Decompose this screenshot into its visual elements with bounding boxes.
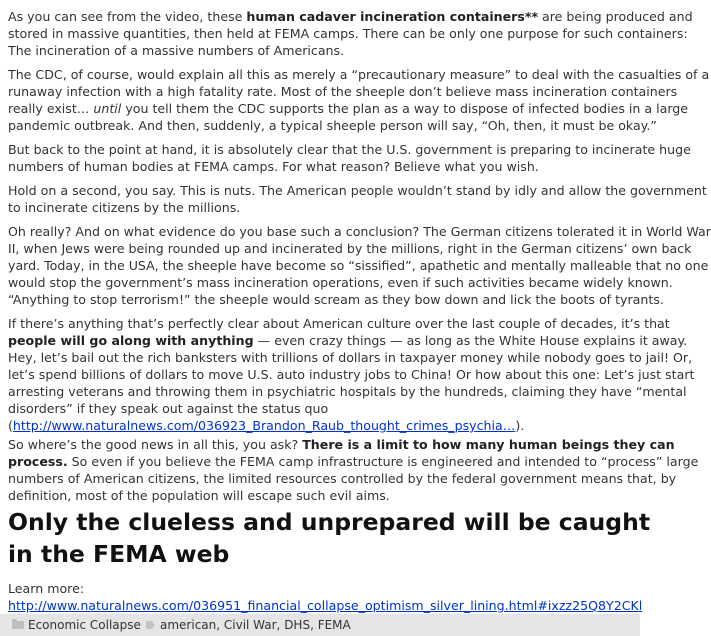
- paragraph-line: [8, 223, 711, 240]
- text-run: let’s spend billions of dollars to move U.S. auto industry jobs to China! Or how about this one: Let’s just start: [8, 367, 695, 382]
- article-link[interactable]: http://www.naturalnews.com/036923_Brandon_Raub_thought_crimes_psychia…: [12, 418, 516, 433]
- learn-more: [8, 580, 643, 614]
- paragraph-line: [8, 42, 636, 59]
- section-heading-line-2: in the FEMA web: [8, 540, 230, 568]
- section-heading: [8, 506, 651, 570]
- paragraph-line: [8, 141, 691, 158]
- text-run: you tell them the CDC supports the plan as a way to dispose of infected bodies in a large: [121, 101, 689, 116]
- text-run: So even if you believe the FEMA camp infrastructure is engineered and intended to “process” large: [67, 454, 699, 469]
- text-run: yard. Today, in the USA, the sheeple have become so “sissified”, apathetic and mentally malleable that no one: [8, 258, 709, 273]
- paragraph-line: [8, 274, 673, 291]
- text-run: stored in massive quantities, then held at FEMA camps. There can be only one purpose for such containers:: [8, 26, 688, 41]
- text-run: runaway infection with a high fatality rate. Most of the sheeple don’t believe mass incineration containers: [8, 84, 678, 99]
- paragraph-line: [8, 182, 707, 199]
- text-run: (: [8, 418, 13, 433]
- text-run: ).: [515, 418, 525, 433]
- tag-list[interactable]: american, Civil War, DHS, FEMA: [160, 618, 351, 632]
- paragraph-2: [8, 66, 710, 134]
- text-run: disorders” if they speak out against the status quo: [8, 401, 329, 416]
- paragraph-line: [8, 199, 636, 216]
- paragraph-6: [8, 315, 695, 434]
- paragraph-line: [8, 417, 636, 434]
- text-run: are being produced and: [538, 9, 693, 24]
- paragraph-line: [8, 487, 636, 504]
- paragraph-1: [8, 8, 693, 59]
- learn-more-label: Learn more:: [8, 581, 85, 596]
- text-run: numbers of human bodies at FEMA camps. For what reason? Believe what you wish.: [8, 159, 539, 174]
- paragraph-line: [8, 400, 636, 417]
- bold-text: process.: [8, 454, 68, 469]
- bold-text: human cadaver incineration containers**: [246, 9, 539, 24]
- paragraph-line: [8, 470, 677, 487]
- text-run: “Anything to stop terrorism!” the sheeple would scream as they bow down and lick the boots of tyrants.: [8, 292, 664, 307]
- text-run: Oh really? And on what evidence do you base such a conclusion? The German citizens tolerated it in World War: [8, 224, 711, 239]
- paragraph-line: [8, 66, 710, 83]
- text-run: to incinerate citizens by the millions.: [8, 200, 241, 215]
- paragraph-line: [8, 8, 693, 25]
- tag-icon: [146, 621, 155, 629]
- italic-text: until: [93, 101, 122, 116]
- text-run: The incineration of a massive numbers of Americans.: [8, 43, 345, 58]
- text-run: numbers of American citizens, the limited resources controlled by the federal government means that, by: [8, 471, 677, 486]
- text-run: II, when Jews were being rounded up and incinerated by the millions, right in the German citizens’ own back: [8, 241, 692, 256]
- paragraph-5: [8, 223, 711, 308]
- learn-more-link[interactable]: http://www.naturalnews.com/036951_financial_collapse_optimism_silver_lining.html#ixzz25Q8Y2CKl: [8, 598, 643, 613]
- text-run: So where’s the good news in all this, you ask?: [8, 437, 303, 452]
- text-run: arresting veterans and throwing them in psychiatric hospitals by the hundreds, claiming they have “mental: [8, 384, 687, 399]
- text-run: — even crazy things — as long as the White House explains it away.: [253, 333, 688, 348]
- paragraph-line: [8, 291, 664, 308]
- folder-icon: [12, 621, 24, 629]
- paragraph-3: [8, 141, 691, 175]
- paragraph-line: [8, 332, 688, 349]
- bold-text: people will go along with anything: [8, 333, 254, 348]
- paragraph-line: [8, 25, 688, 42]
- paragraph-7: [8, 436, 699, 504]
- text-run: Hey, let’s bail out the rich banksters with trillions of dollars in taxpayer money while nobody goes to jail! Or,: [8, 350, 693, 365]
- paragraph-line: [8, 366, 695, 383]
- text-run: pandemic outbreak. And then, suddenly, a typical sheeple person will say, “Oh, then, it must be okay.”: [8, 118, 657, 133]
- paragraph-line: [8, 257, 709, 274]
- category-link[interactable]: Economic Collapse: [28, 618, 141, 632]
- paragraph-line: [8, 349, 693, 366]
- paragraph-line: [8, 158, 636, 175]
- text-run: If there’s anything that’s perfectly clear about American culture over the last couple of decades, it’s that: [8, 316, 670, 331]
- post-footer: [0, 614, 640, 636]
- text-run: definition, most of the population will escape such evil aims.: [8, 488, 390, 503]
- paragraph-line: [8, 436, 675, 453]
- section-heading-line-1: Only the clueless and unprepared will be caught: [8, 508, 651, 536]
- text-run: really exist…: [8, 101, 94, 116]
- paragraph-line: [8, 100, 689, 117]
- paragraph-line: [8, 117, 657, 134]
- bold-text: There is a limit to how many human beings they can: [302, 437, 675, 452]
- paragraph-line: [8, 315, 670, 332]
- text-run: would stop the government’s mass incineration operations, even if such activities became widely known.: [8, 275, 673, 290]
- paragraph-line: [8, 453, 699, 470]
- paragraph-line: [8, 383, 687, 400]
- paragraph-line: [8, 83, 678, 100]
- text-run: The CDC, of course, would explain all this as merely a “precautionary measure” to deal with the casualties of a: [8, 67, 710, 82]
- text-run: Hold on a second, you say. This is nuts. The American people wouldn’t stand by idly and allow the government: [8, 183, 707, 198]
- text-run: As you can see from the video, these: [8, 9, 247, 24]
- paragraph-4: [8, 182, 707, 216]
- paragraph-line: [8, 240, 692, 257]
- text-run: But back to the point at hand, it is absolutely clear that the U.S. government is preparing to incinerate huge: [8, 142, 691, 157]
